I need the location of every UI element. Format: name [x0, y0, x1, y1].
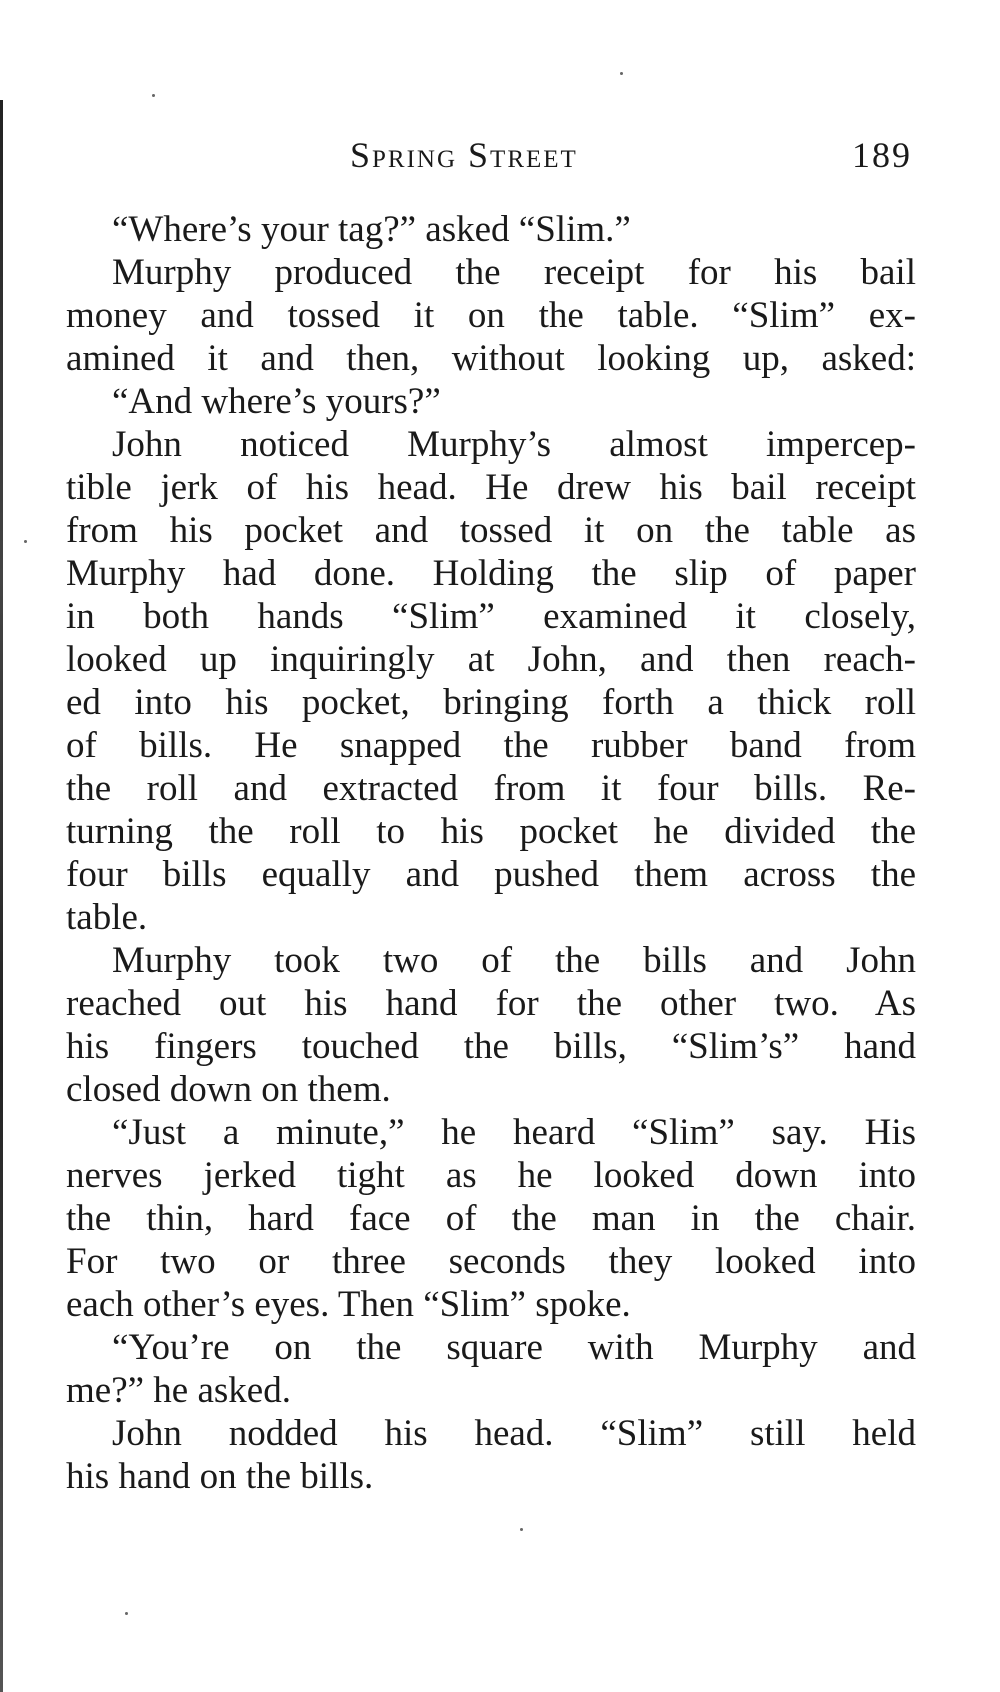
text-line: table.: [66, 897, 148, 938]
text-line: his fingers touched the bills, “Slim’s” hand: [66, 1026, 916, 1067]
binding-edge: [0, 100, 3, 1692]
running-head: [0, 134, 1000, 174]
text-line: For two or three seconds they looked into: [66, 1241, 916, 1282]
text-line: closed down on them.: [66, 1069, 391, 1110]
text-line: turning the roll to his pocket he divided the: [66, 811, 916, 852]
text-line: his hand on the bills.: [66, 1456, 374, 1497]
paper-speck: [125, 1612, 128, 1615]
text-line: “You’re on the square with Murphy and: [112, 1327, 916, 1368]
text-line: tible jerk of his head. He drew his bail receipt: [66, 467, 916, 508]
text-line: Murphy took two of the bills and John: [112, 940, 916, 981]
text-line: ed into his pocket, bringing forth a thick roll: [66, 682, 916, 723]
body-text: [66, 208, 916, 1498]
text-line: in both hands “Slim” examined it closely,: [66, 596, 916, 637]
paper-speck: [152, 94, 155, 97]
text-line: “And where’s yours?”: [112, 381, 441, 422]
text-line: money and tossed it on the table. “Slim” ex-: [66, 295, 916, 336]
text-line: amined it and then, without looking up, asked:: [66, 338, 916, 379]
text-line: Murphy produced the receipt for his bail: [112, 252, 916, 293]
text-line: four bills equally and pushed them across the: [66, 854, 916, 895]
text-line: reached out his hand for the other two. As: [66, 983, 916, 1024]
paper-speck: [620, 72, 623, 75]
text-line: me?” he asked.: [66, 1370, 291, 1411]
text-line: from his pocket and tossed it on the table as: [66, 510, 916, 551]
text-line: nerves jerked tight as he looked down into: [66, 1155, 916, 1196]
text-line: Murphy had done. Holding the slip of paper: [66, 553, 916, 594]
text-line: the thin, hard face of the man in the chair.: [66, 1198, 916, 1239]
running-title: Spring Street: [350, 135, 578, 175]
text-line: John noticed Murphy’s almost impercep-: [112, 424, 916, 465]
text-line: each other’s eyes. Then “Slim” spoke.: [66, 1284, 631, 1325]
text-line: John nodded his head. “Slim” still held: [112, 1413, 916, 1454]
paper-speck: [520, 1528, 523, 1531]
text-line: “Just a minute,” he heard “Slim” say. His: [112, 1112, 916, 1153]
paper-speck: [24, 540, 27, 543]
text-line: looked up inquiringly at John, and then reach-: [66, 639, 916, 680]
text-line: “Where’s your tag?” asked “Slim.”: [112, 209, 631, 250]
text-line: the roll and extracted from it four bills. Re-: [66, 768, 916, 809]
text-line: of bills. He snapped the rubber band from: [66, 725, 916, 766]
page-number: 189: [852, 135, 912, 175]
